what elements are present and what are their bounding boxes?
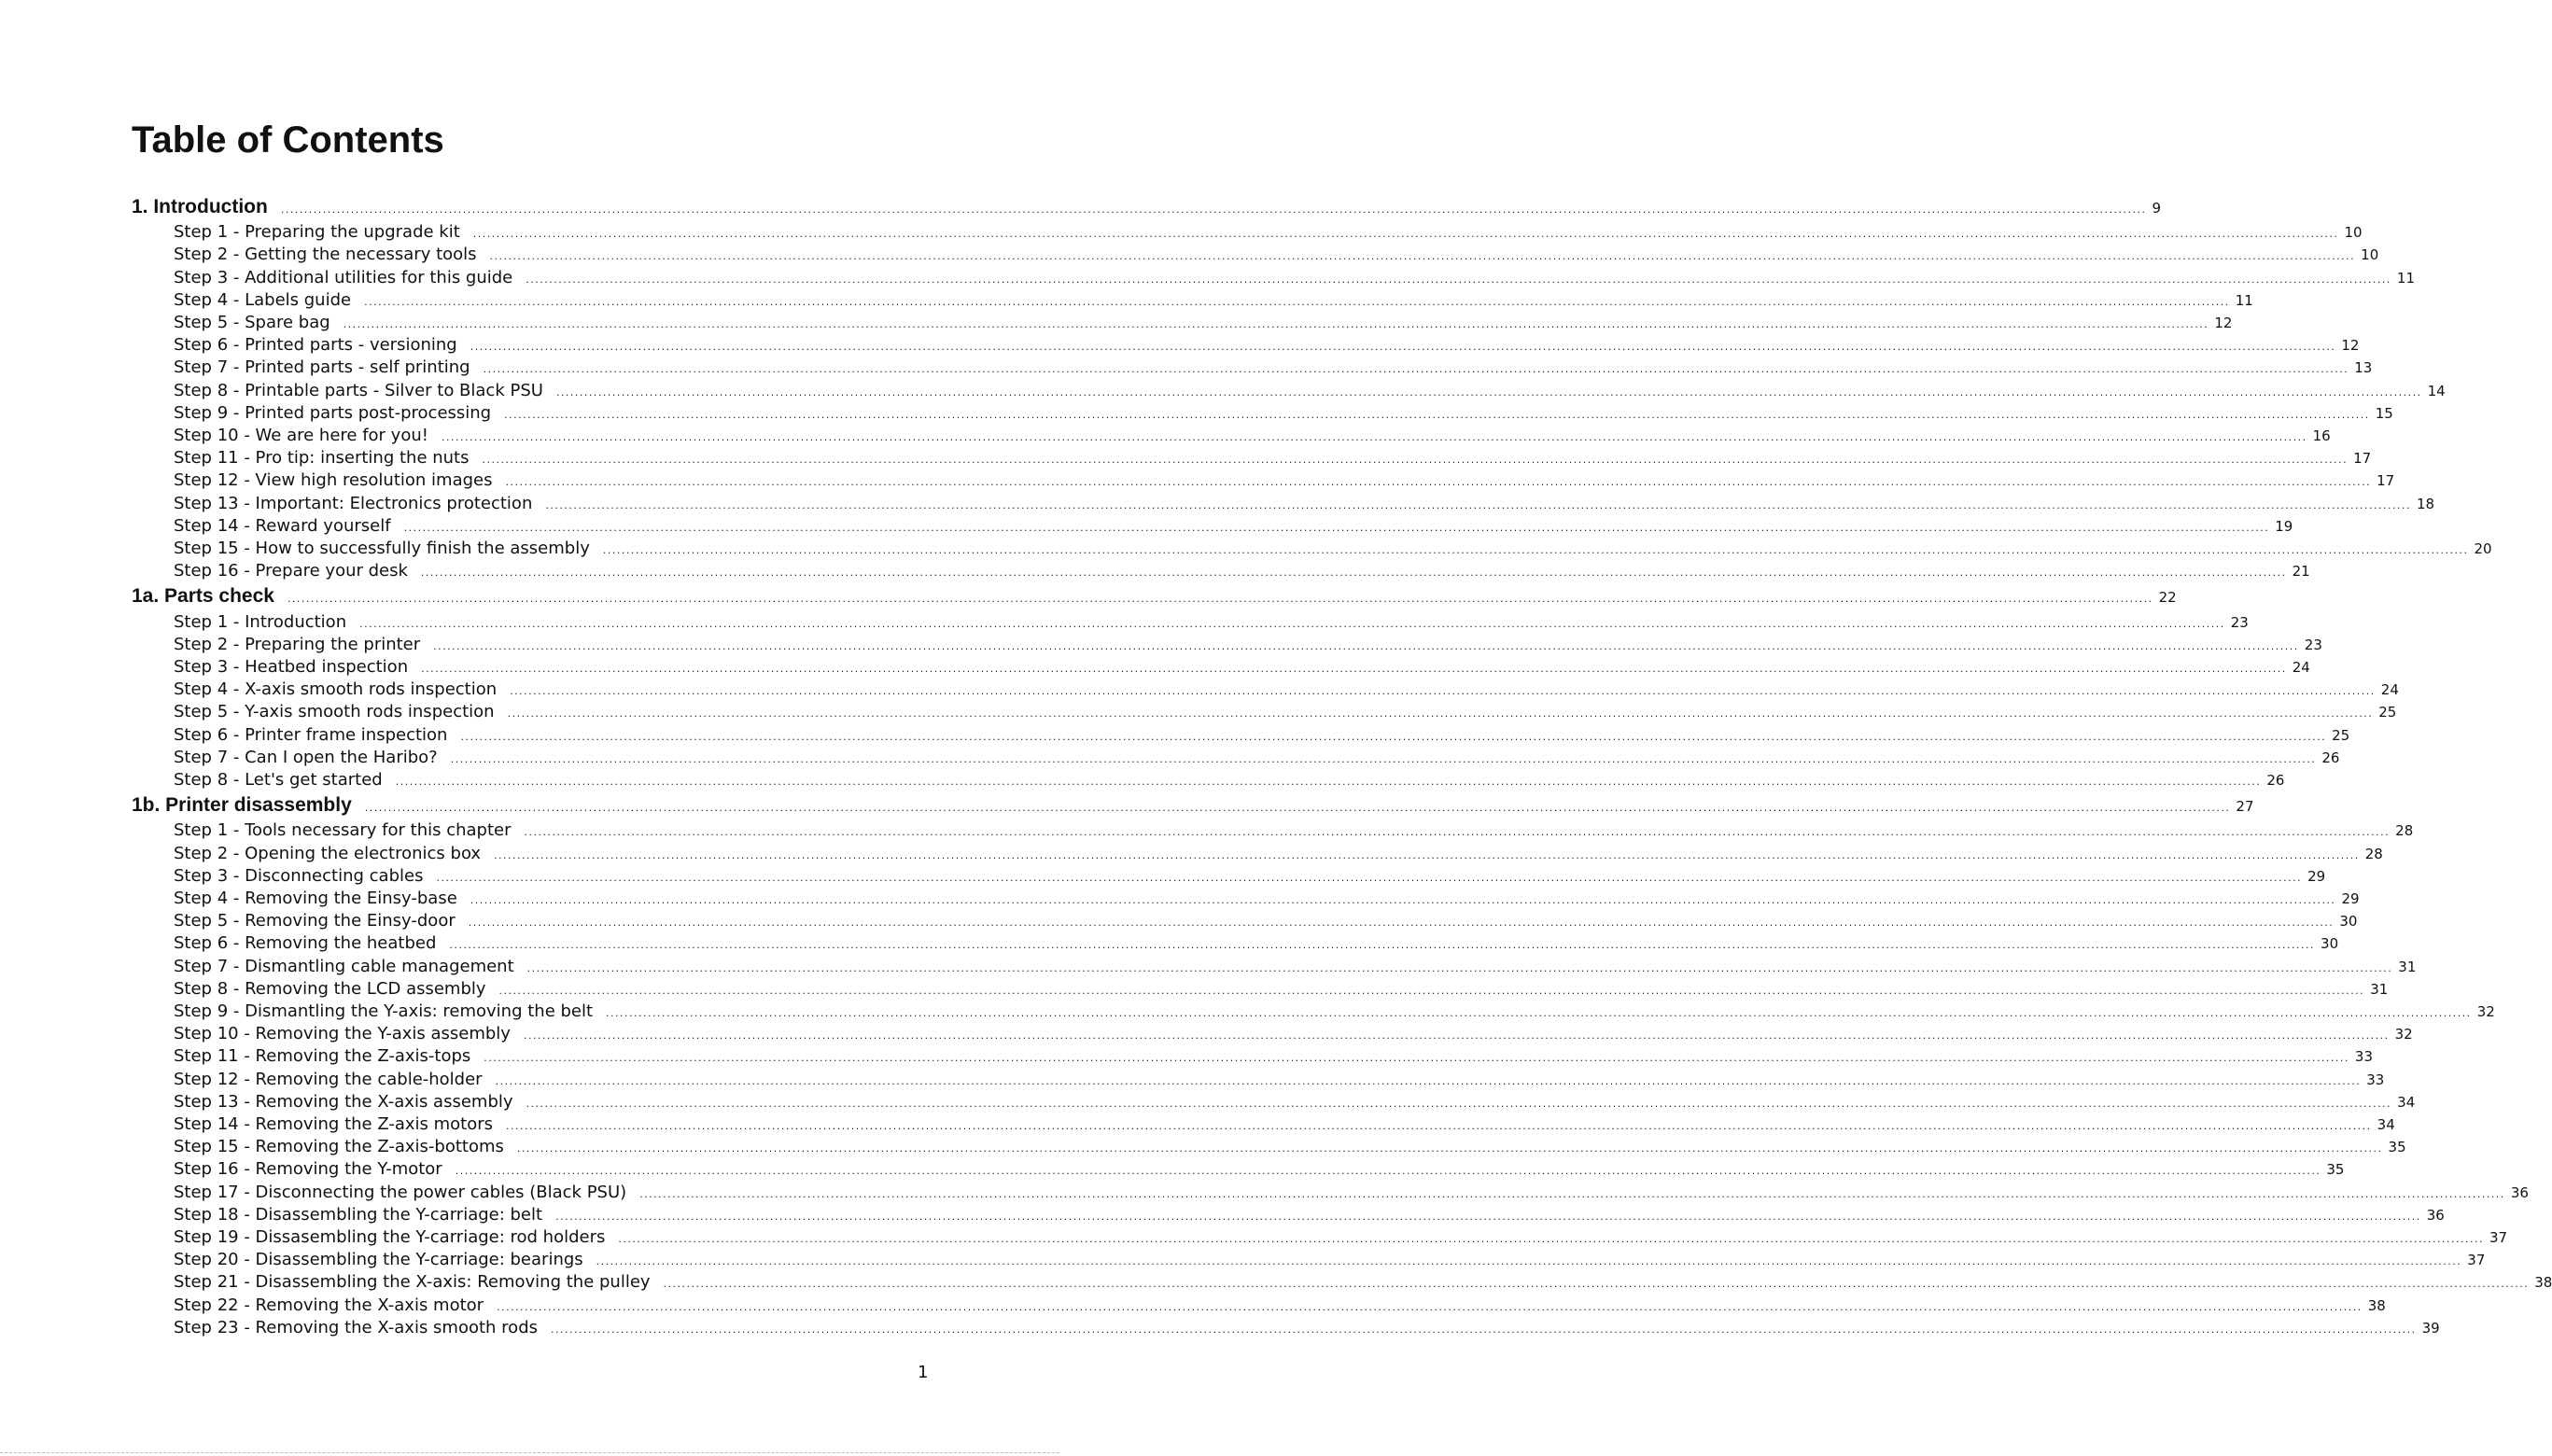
toc-entry-label: 1. Introduction [132,196,268,217]
toc-entry-label: Step 3 - Additional utilities for this guide [174,267,513,287]
toc-entry-page: 26 [2321,749,2340,766]
toc-step-row[interactable] [174,933,2339,956]
toc-step-row[interactable] [174,1046,2374,1069]
toc-entry-page: 27 [2236,798,2254,816]
toc-entry-page: 29 [2341,890,2360,907]
toc-step-row[interactable] [174,1250,2486,1272]
toc-entry-page: 32 [2394,1026,2413,1043]
toc-entry-label: Step 10 - Removing the Y-axis assembly [174,1024,511,1044]
dot-leader: ................................................................................................................................................................................................................................................................................................................................................................................................................ [403,521,2270,534]
dot-leader: ................................................................................................................................................................................................................................................................................................................................................................................................................ [436,871,2303,884]
toc-entry-page: 18 [2417,495,2435,512]
toc-entry-label: Step 16 - Removing the Y-motor [174,1159,442,1180]
dot-leader: ................................................................................................................................................................................................................................................................................................................................................................................................................ [497,1300,2363,1313]
dot-leader: ................................................................................................................................................................................................................................................................................................................................................................................................................ [555,385,2422,399]
dot-leader: ................................................................................................................................................................................................................................................................................................................................................................................................................ [618,1233,2485,1245]
toc-entry-page: 14 [2427,382,2446,399]
dot-leader: ................................................................................................................................................................................................................................................................................................................................................................................................................ [526,273,2391,286]
toc-entry-page: 31 [2370,980,2389,998]
dot-leader: ................................................................................................................................................................................................................................................................................................................................................................................................................ [495,1074,2362,1087]
toc-entry-label: Step 23 - Removing the X-axis smooth rods [174,1317,538,1337]
toc-entry-label: Step 9 - Printed parts post-processing [174,402,492,423]
toc-chapter-row[interactable] [132,196,2162,218]
dot-leader: ................................................................................................................................................................................................................................................................................................................................................................................................................ [504,408,2370,421]
dot-leader: ................................................................................................................................................................................................................................................................................................................................................................................................................ [441,431,2307,443]
toc-entry-label: Step 4 - Removing the Einsy-base [174,889,457,908]
toc-step-row[interactable] [174,747,2340,770]
toc-entry-page: 30 [2321,935,2339,953]
dot-leader: ................................................................................................................................................................................................................................................................................................................................................................................................................ [395,776,2262,788]
toc-entry-label: Step 8 - Let's get started [174,770,383,790]
toc-chapter-row[interactable] [132,794,2254,817]
dot-leader: ................................................................................................................................................................................................................................................................................................................................................................................................................ [596,1255,2462,1268]
toc-step-row[interactable] [174,222,2363,245]
toc-step-row[interactable] [174,679,2399,702]
toc-entry-page: 25 [2378,704,2397,721]
toc-step-row[interactable] [174,1159,2345,1182]
toc-step-row[interactable] [174,1295,2386,1318]
toc-entry-page: 28 [2364,845,2383,862]
toc-entry-label: Step 17 - Disconnecting the power cables (Black PSU) [174,1182,627,1202]
toc-entry-page: 30 [2339,913,2358,931]
toc-entry-label: Step 7 - Can I open the Haribo? [174,747,438,767]
toc-entry-label: Step 21 - Disassembling the X-axis: Removing the pulley [174,1272,651,1293]
toc-entry-page: 25 [2332,726,2350,744]
toc-entry-label: Step 11 - Removing the Z-axis-tops [174,1046,471,1067]
toc-entry-label: Step 12 - Removing the cable-holder [174,1069,483,1089]
toc-step-row[interactable] [174,1114,2395,1137]
toc-entry-label: Step 14 - Reward yourself [174,515,391,536]
toc-entry-page: 24 [2292,659,2310,676]
dot-leader: ................................................................................................................................................................................................................................................................................................................................................................................................................ [483,363,2349,376]
dot-leader: ................................................................................................................................................................................................................................................................................................................................................................................................................ [472,228,2339,241]
toc-entry-label: Step 3 - Heatbed inspection [174,657,409,677]
toc-entry-page: 10 [2361,246,2379,264]
toc-entry-label: Step 14 - Removing the Z-axis motors [174,1114,494,1134]
toc-step-row[interactable] [174,843,2383,866]
dot-leader: ................................................................................................................................................................................................................................................................................................................................................................................................................ [449,939,2316,952]
toc-step-row[interactable] [174,978,2389,1001]
toc-step-row[interactable] [174,245,2379,267]
toc-step-row[interactable] [174,702,2397,724]
toc-entry-page: 29 [2307,867,2326,885]
toc-entry-page: 28 [2395,822,2414,840]
toc-entry-page: 16 [2312,427,2331,444]
dot-leader: ................................................................................................................................................................................................................................................................................................................................................................................................................ [602,544,2469,556]
toc-step-row[interactable] [174,1091,2416,1114]
toc-entry-page: 26 [2266,772,2285,789]
dot-leader: ................................................................................................................................................................................................................................................................................................................................................................................................................ [421,663,2287,675]
toc-entry-page: 31 [2398,958,2417,975]
footer-rule [0,1452,1059,1453]
toc-step-row[interactable] [174,561,2310,583]
toc-entry-label: Step 13 - Important: Electronics protection [174,493,533,513]
toc-entry-page: 24 [2380,681,2399,699]
toc-entry-page: 19 [2275,517,2293,535]
toc-step-row[interactable] [174,267,2415,290]
dot-leader: ................................................................................................................................................................................................................................................................................................................................................................................................................ [555,1210,2421,1223]
toc-step-row[interactable] [174,865,2326,889]
toc-entry-page: 23 [2230,613,2249,631]
toc-entry-page: 33 [2354,1048,2374,1066]
toc-entry-page: 9 [2152,200,2162,217]
toc-entry-label: 1a. Parts check [132,585,274,608]
toc-step-row[interactable] [174,380,2446,403]
toc-entry-page: 33 [2366,1071,2385,1088]
toc-entry-label: Step 4 - X-axis smooth rods inspection [174,679,498,700]
toc-entry-page: 34 [2377,1116,2395,1133]
toc-step-row[interactable] [174,289,2253,313]
toc-entry-label: Step 2 - Opening the electronics box [174,843,482,863]
dot-leader: ................................................................................................................................................................................................................................................................................................................................................................................................................ [663,1278,2530,1291]
toc-entry-label: Step 9 - Dismantling the Y-axis: removing the belt [174,1001,594,1021]
toc-step-row[interactable] [174,539,2492,561]
dot-leader: ................................................................................................................................................................................................................................................................................................................................................................................................................ [455,1165,2321,1178]
toc-entry-page: 11 [2235,291,2253,309]
dot-leader: ................................................................................................................................................................................................................................................................................................................................................................................................................ [505,476,2372,489]
dot-leader: ................................................................................................................................................................................................................................................................................................................................................................................................................ [420,567,2287,580]
toc-entry-page: 12 [2341,337,2360,355]
dot-leader: ................................................................................................................................................................................................................................................................................................................................................................................................................ [287,593,2153,606]
toc-step-row[interactable] [174,956,2417,979]
toc-entry-label: Step 5 - Spare bag [174,313,330,332]
toc-entry-page: 38 [2367,1296,2386,1314]
toc-entry-label: 1b. Printer disassembly [132,794,352,817]
toc-step-row[interactable] [174,1227,2508,1250]
toc-entry-label: Step 1 - Tools necessary for this chapter [174,820,512,841]
toc-step-row[interactable] [174,1069,2385,1092]
dot-leader: ................................................................................................................................................................................................................................................................................................................................................................................................................ [498,984,2365,997]
toc-step-row[interactable] [174,313,2233,335]
page-number: 1 [918,1363,929,1382]
dot-leader: ................................................................................................................................................................................................................................................................................................................................................................................................................ [507,707,2374,721]
toc-entry-page: 13 [2354,359,2373,377]
toc-entry-label: Step 22 - Removing the X-axis motor [174,1295,484,1315]
toc-step-row[interactable] [174,357,2373,380]
toc-entry-label: Step 1 - Preparing the upgrade kit [174,222,460,243]
toc-entry-page: 35 [2326,1161,2345,1179]
toc-step-row[interactable] [174,1137,2406,1159]
toc-entry-label: Step 7 - Dismantling cable management [174,956,514,976]
toc-step-row[interactable] [174,1204,2445,1227]
toc-entry-label: Step 13 - Removing the X-axis assembly [174,1091,513,1112]
toc-entry-label: Step 8 - Printable parts - Silver to Black PSU [174,380,543,400]
toc-entry-page: 38 [2534,1274,2552,1292]
toc-step-row[interactable] [174,402,2393,426]
toc-entry-label: Step 6 - Printed parts - versioning [174,335,457,356]
toc-step-row[interactable] [174,426,2331,448]
dot-leader: ................................................................................................................................................................................................................................................................................................................................................................................................................ [489,250,2356,263]
toc-entry-page: 36 [2510,1183,2529,1201]
toc-entry-page: 12 [2214,315,2233,331]
dot-leader: ................................................................................................................................................................................................................................................................................................................................................................................................................ [551,1323,2417,1336]
toc-step-row[interactable] [174,911,2358,933]
toc-entry-label: Step 6 - Printer frame inspection [174,724,448,745]
dot-leader: ................................................................................................................................................................................................................................................................................................................................................................................................................ [523,1029,2390,1043]
dot-leader: ................................................................................................................................................................................................................................................................................................................................................................................................................ [510,685,2376,698]
toc-entry-page: 35 [2388,1139,2406,1156]
toc-step-row[interactable] [174,493,2435,516]
dot-leader: ................................................................................................................................................................................................................................................................................................................................................................................................................ [526,1097,2392,1110]
toc-step-row[interactable] [174,770,2285,792]
toc-entry-page: 37 [2467,1252,2486,1269]
toc-entry-label: Step 16 - Prepare your desk [174,561,408,581]
toc-entry-label: Step 4 - Labels guide [174,289,352,310]
toc-entry-label: Step 5 - Removing the Einsy-door [174,911,456,931]
toc-entry-label: Step 10 - We are here for you! [174,426,428,445]
toc-step-row[interactable] [174,634,2322,657]
toc-entry-page: 37 [2489,1229,2508,1246]
dot-leader: ................................................................................................................................................................................................................................................................................................................................................................................................................ [359,617,2225,630]
toc-step-row[interactable] [174,470,2395,493]
toc-entry-label: Step 18 - Disassembling the Y-carriage: belt [174,1204,543,1225]
dot-leader: ................................................................................................................................................................................................................................................................................................................................................................................................................ [516,1142,2383,1155]
toc-entry-page: 22 [2158,589,2177,607]
dot-leader: ................................................................................................................................................................................................................................................................................................................................................................................................................ [482,454,2349,467]
dot-leader: ................................................................................................................................................................................................................................................................................................................................................................................................................ [343,318,2209,330]
toc-entry-page: 34 [2397,1093,2416,1111]
toc-step-row[interactable] [174,1001,2495,1024]
toc-step-row[interactable] [174,1317,2440,1340]
dot-leader: ................................................................................................................................................................................................................................................................................................................................................................................................................ [433,639,2299,652]
toc-entry-label: Step 6 - Removing the heatbed [174,933,437,954]
dot-leader: ................................................................................................................................................................................................................................................................................................................................................................................................................ [494,848,2360,861]
toc-entry-label: Step 12 - View high resolution images [174,470,493,491]
toc-step-row[interactable] [174,889,2360,911]
toc-entry-label: Step 3 - Disconnecting cables [174,865,424,886]
toc-entry-page: 23 [2304,636,2322,653]
toc-step-row[interactable] [174,1024,2413,1046]
toc-entry-label: Step 15 - How to successfully finish the assembly [174,539,590,558]
toc-step-row[interactable] [174,611,2249,635]
dot-leader: ................................................................................................................................................................................................................................................................................................................................................................................................................ [364,295,2230,308]
dot-leader: ................................................................................................................................................................................................................................................................................................................................................................................................................ [364,802,2231,815]
dot-leader: ................................................................................................................................................................................................................................................................................................................................................................................................................ [526,961,2393,974]
toc-entry-page: 20 [2474,540,2492,557]
dot-leader: ................................................................................................................................................................................................................................................................................................................................................................................................................ [606,1007,2472,1019]
toc-entry-page: 17 [2377,472,2395,490]
toc-entry-label: Step 2 - Preparing the printer [174,634,421,654]
toc-entry-page: 39 [2421,1319,2440,1337]
toc-step-row[interactable] [174,448,2372,470]
toc-entry-label: Step 7 - Printed parts - self printing [174,357,470,378]
dot-leader: ................................................................................................................................................................................................................................................................................................................................................................................................................ [280,203,2147,216]
dot-leader: ................................................................................................................................................................................................................................................................................................................................................................................................................ [506,1120,2372,1132]
toc-entry-page: 21 [2292,563,2310,581]
toc-entry-page: 17 [2353,450,2372,468]
toc-entry-label: Step 2 - Getting the necessary tools [174,245,477,265]
toc-entry-page: 11 [2396,269,2415,287]
dot-leader: ................................................................................................................................................................................................................................................................................................................................................................................................................ [545,498,2411,511]
dot-leader: ................................................................................................................................................................................................................................................................................................................................................................................................................ [470,894,2336,906]
dot-leader: ................................................................................................................................................................................................................................................................................................................................................................................................................ [639,1187,2505,1200]
toc-entry-label: Step 20 - Disassembling the Y-carriage: bearings [174,1250,583,1270]
toc-step-row[interactable] [174,515,2293,539]
dot-leader: ................................................................................................................................................................................................................................................................................................................................................................................................................ [524,826,2391,839]
toc-step-row[interactable] [174,724,2350,748]
toc-entry-label: Step 15 - Removing the Z-axis-bottoms [174,1137,504,1157]
toc-step-row[interactable] [174,1182,2529,1205]
toc-entry-label: Step 1 - Introduction [174,611,347,632]
toc-step-row[interactable] [174,1272,2552,1295]
dot-leader: ................................................................................................................................................................................................................................................................................................................................................................................................................ [468,917,2335,930]
toc-entry-label: Step 8 - Removing the LCD assembly [174,978,486,999]
dot-leader: ................................................................................................................................................................................................................................................................................................................................................................................................................ [470,341,2336,354]
dot-leader: ................................................................................................................................................................................................................................................................................................................................................................................................................ [484,1052,2349,1065]
toc-entry-label: Step 19 - Dissasembling the Y-carriage: rod holders [174,1227,606,1247]
dot-leader: ................................................................................................................................................................................................................................................................................................................................................................................................................ [450,752,2317,765]
toc-entry-label: Step 5 - Y-axis smooth rods inspection [174,702,495,722]
toc-entry-page: 32 [2476,1003,2495,1020]
toc-step-row[interactable] [174,335,2360,357]
page-title: Table of Contents [132,119,444,161]
toc-step-row[interactable] [174,657,2310,679]
toc-step-row[interactable] [174,820,2414,843]
toc-entry-page: 15 [2375,404,2393,422]
toc-entry-label: Step 11 - Pro tip: inserting the nuts [174,448,470,469]
toc-entry-page: 36 [2426,1206,2445,1224]
dot-leader: ................................................................................................................................................................................................................................................................................................................................................................................................................ [460,730,2327,743]
toc-entry-page: 10 [2344,224,2363,242]
toc-chapter-row[interactable] [132,585,2177,608]
